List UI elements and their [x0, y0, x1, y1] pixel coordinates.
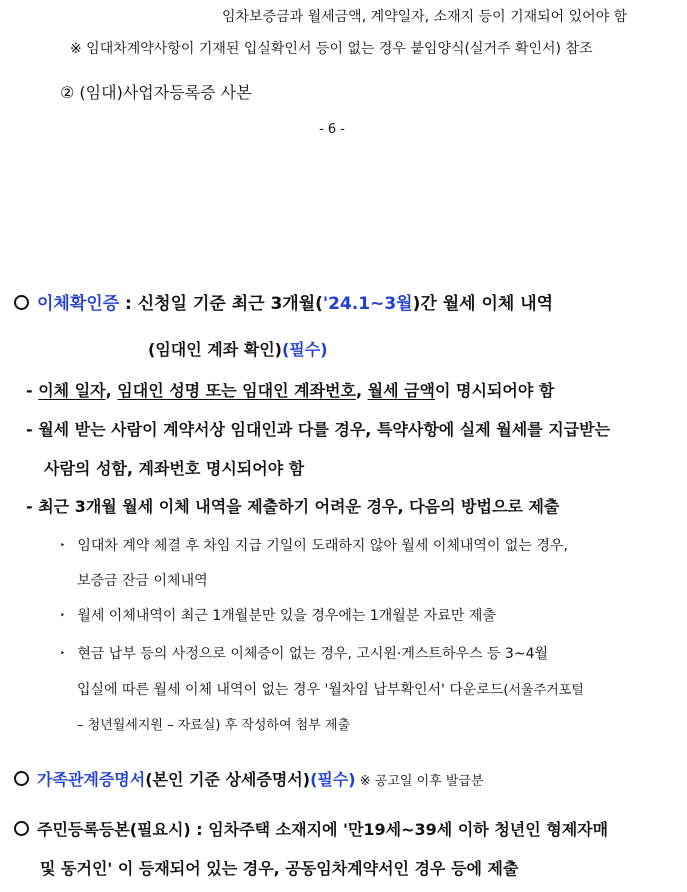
sub-item-1-line-2: 보증금 잔금 이체내역 [77, 573, 208, 589]
sub-item-3-line-1: ‣ 현금 납부 등의 사정으로 이체증이 없는 경우, 고시원·게스트하우스 등 3~4월 [60, 646, 549, 662]
sub-item-3-line-3: – 청년월세지원 – 자료실) 후 작성하여 첨부 제출 [77, 718, 351, 733]
transfer-certificate-label: 이체확인증 [37, 294, 120, 314]
triangle-bullet-icon: ‣ [60, 649, 66, 659]
required-label: (필수) [310, 770, 356, 789]
dash-item-1: - 이체 일자, 임대인 성명 또는 임대인 계좌번호, 월세 금액이 명시되어야 함 [26, 381, 555, 400]
circle-bullet-icon [14, 771, 29, 786]
issue-date-note: ※ 공고일 이후 발급분 [355, 774, 484, 789]
period-label: '24.1~3월 [322, 294, 413, 314]
circle-bullet-icon [14, 295, 29, 310]
circle-bullet-icon [14, 821, 29, 836]
top-line-2-note: ※ 임대차계약사항이 기재된 입실확인서 등이 없는 경우 붙임양식(실거주 확인서) 참조 [70, 41, 593, 57]
triangle-bullet-icon: ‣ [60, 541, 66, 551]
section-resident-registration: 주민등록등본(필요시) : 임차주택 소재지에 '만19세~39세 이하 청년인 형제자매 [14, 817, 608, 840]
section-family-relation: 가족관계증명서(본인 기준 상세증명서)(필수) ※ 공고일 이후 발급분 [14, 767, 484, 790]
section-transfer-heading: 이체확인증 : 신청일 기준 최근 3개월('24.1~3월)간 월세 이체 내역 [14, 289, 553, 314]
sub-item-2: ‣ 월세 이체내역이 최근 1개월분만 있을 경우에는 1개월분 자료만 제출 [60, 608, 496, 624]
dash-item-2-line-2: 사람의 성함, 계좌번호 명시되어야 함 [44, 459, 305, 478]
sub-item-3-line-2: 입실에 따른 월세 이체 내역이 없는 경우 '월차임 납부확인서' 다운로드(서울주거포털 [77, 682, 584, 698]
required-label: (필수) [281, 340, 328, 359]
sub-item-1-line-1: ‣ 임대차 계약 체결 후 차임 지급 기일이 도래하지 않아 월세 이체내역이 없는 경우, [60, 538, 568, 554]
family-certificate-label: 가족관계증명서 [37, 770, 146, 789]
dash-item-2-line-1: - 월세 받는 사람이 계약서상 임대인과 다를 경우, 특약사항에 실제 월세를 지급받는 [26, 420, 611, 439]
top-line-1: 임차보증금과 월세금액, 계약일자, 소재지 등이 기재되어 있어야 함 [222, 9, 628, 25]
dash-item-3: - 최근 3개월 월세 이체 내역을 제출하기 어려운 경우, 다음의 방법으로 제출 [26, 497, 560, 516]
page-number: - 6 - [319, 122, 345, 137]
landlord-account-note: (임대인 계좌 확인)(필수) [148, 340, 328, 359]
item-2-business-registration: ② (임대)사업자등록증 사본 [60, 83, 252, 102]
section-resident-registration-line-2: 및 동거인' 이 등재되어 있는 경우, 공동임차계약서인 경우 등에 제출 [40, 859, 519, 878]
triangle-bullet-icon: ‣ [60, 611, 66, 621]
